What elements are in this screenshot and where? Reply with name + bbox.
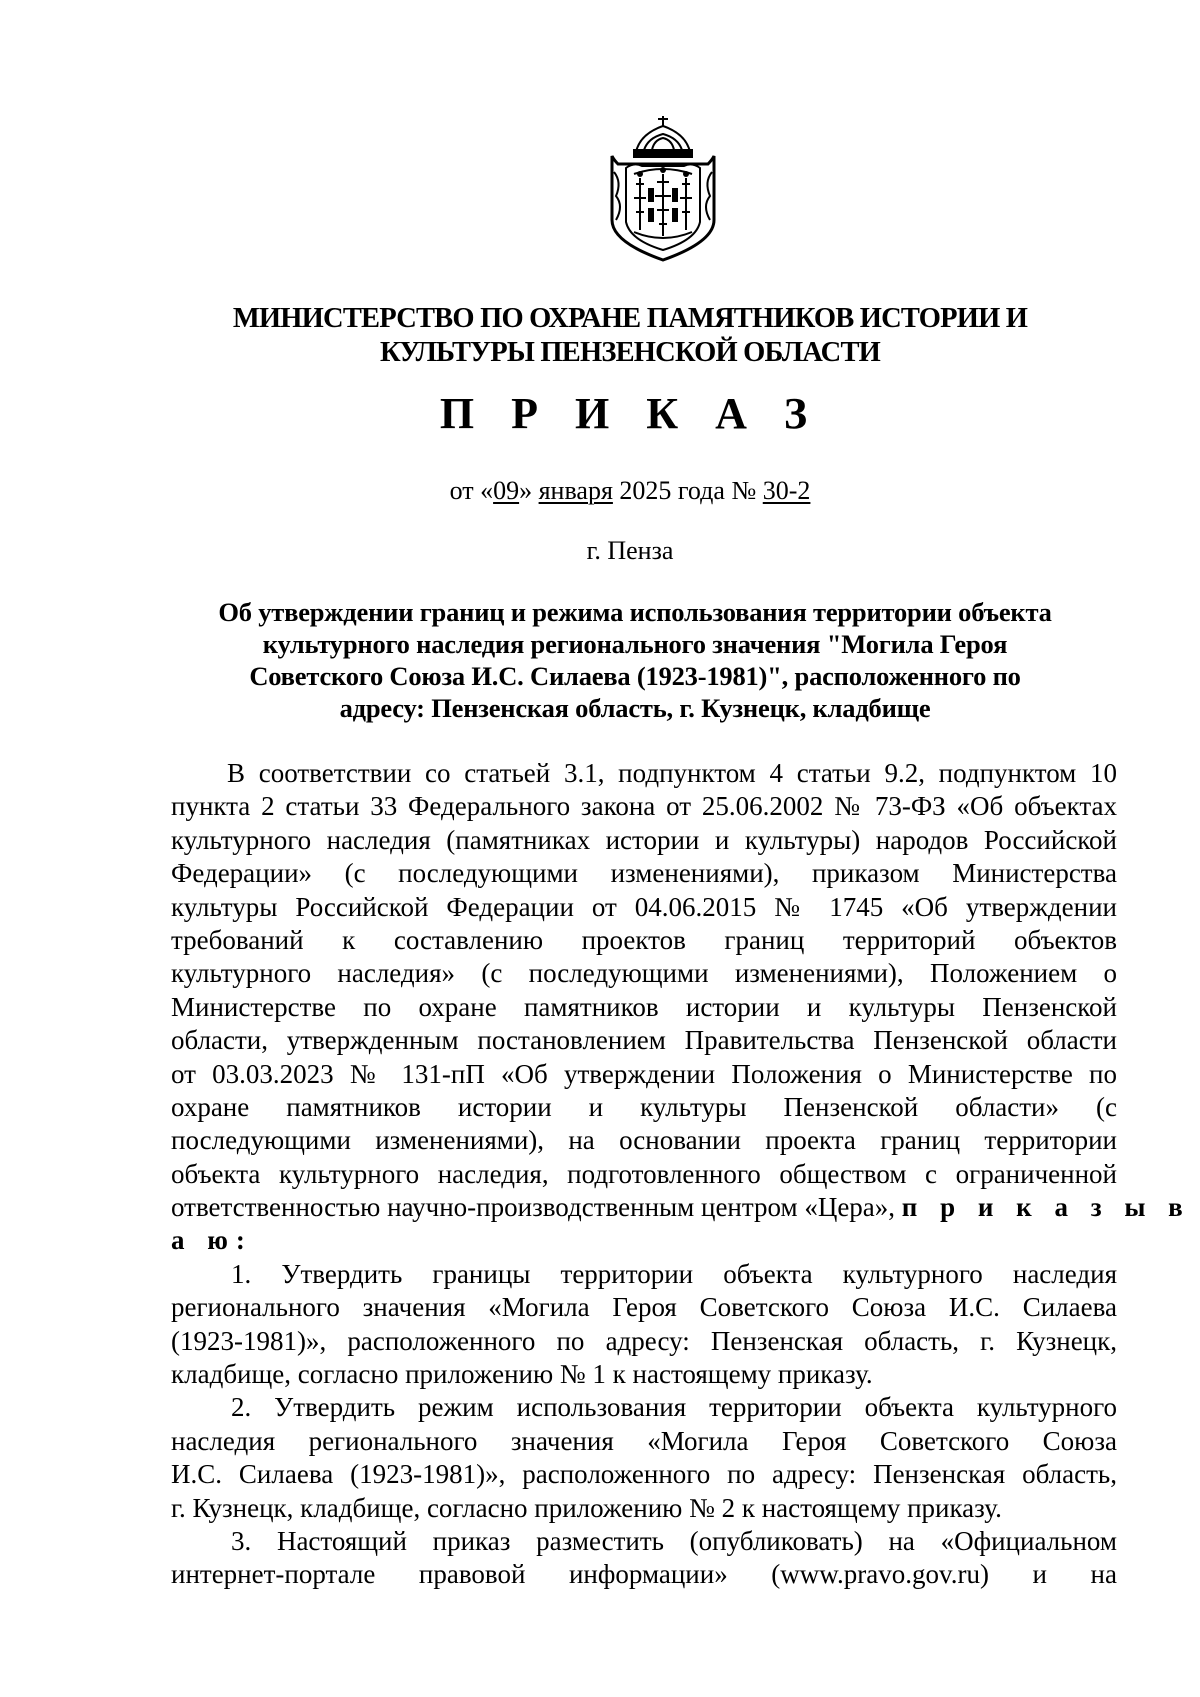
subject-line: Об утверждении границ и режима использования территории объекта (218, 597, 1052, 627)
text-line: И.С. Силаева (1923-1981)», расположенного по адресу: Пензенская область, (171, 1459, 1117, 1490)
order-item-3 (171, 1525, 1117, 1592)
date-separator: » (519, 476, 539, 505)
date-year-text: 2025 года № (612, 476, 763, 505)
order-item-1 (171, 1258, 1117, 1392)
text-line (171, 1191, 1191, 1224)
text-line: наследия регионального значения «Могила Героя Советского Союза (171, 1425, 1117, 1456)
text-line: (1923-1981)», расположенного по адресу: Пензенская область, г. Кузнецк, (171, 1325, 1117, 1356)
text-line: пункта 2 статьи 33 Федерального закона от 25.06.2002 № 73-ФЗ «Об объектах (171, 791, 1117, 822)
text-line: 2. Утвердить режим использования территории объекта культурного (231, 1392, 1117, 1423)
text-line (171, 1224, 1117, 1257)
order-number: 30-2 (762, 476, 811, 505)
text-line: культуры Российской Федерации от 04.06.2015 № 1745 «Об утверждении (171, 891, 1117, 922)
ministry-name-line: КУЛЬТУРЫ ПЕНЗЕНСКОЙ ОБЛАСТИ (379, 337, 881, 368)
order-title: П Р И К А З (439, 389, 821, 438)
text-line: последующими изменениями), на основании проекта границ территории (171, 1125, 1117, 1156)
text-line: охране памятников истории и культуры Пензенской области» (с (171, 1091, 1117, 1122)
order-body (171, 757, 1191, 1592)
date-prefix: от « (449, 476, 494, 505)
text-line: 1. Утвердить границы территории объекта культурного наследия (231, 1258, 1117, 1289)
preamble-tail: ответственностью научно-производственным центром «Цера», (171, 1192, 896, 1223)
order-item-2 (171, 1391, 1117, 1525)
text-line: культурного наследия (памятниках истории и культуры) народов Российской (171, 824, 1117, 855)
ministry-name-line: МИНИСТЕРСТВО ПО ОХРАНЕ ПАМЯТНИКОВ ИСТОРИИ И (232, 303, 1028, 334)
text-line: кладбище, согласно приложению № 1 к настоящему приказу. (171, 1359, 873, 1390)
subject-line: адресу: Пензенская область, г. Кузнецк, кладбище (339, 693, 931, 723)
text-line: г. Кузнецк, кладбище, согласно приложению № 2 к настоящему приказу. (171, 1492, 1002, 1523)
text-line: интернет-портале правовой информации» (www.pravo.gov.ru) и на (171, 1559, 1117, 1590)
order-month: января (538, 476, 613, 505)
text-line: Федерации» (с последующими изменениями), приказом Министерства (171, 858, 1117, 889)
text-line: В соответствии со статьей 3.1, подпунктом 4 статьи 9.2, подпунктом 10 (227, 758, 1117, 788)
preamble-paragraph (171, 757, 1191, 1258)
text-line: культурного наследия» (с последующими изменениями), Положением о (171, 958, 1117, 989)
order-date-line (150, 475, 1110, 507)
text-line: области, утвержденным постановлением Правительства Пензенской области (171, 1025, 1117, 1056)
text-line: Министерстве по охране памятников истории и культуры Пензенской (171, 991, 1117, 1022)
text-line: объекта культурного наследия, подготовленного обществом с ограниченной (171, 1158, 1117, 1189)
orders-word: п р и к а з ы в (901, 1192, 1191, 1223)
subject-line: культурного наследия регионального значения "Могила Героя (262, 629, 1008, 659)
ministry-name (150, 302, 1110, 370)
text-line: регионального значения «Могила Героя Советского Союза И.С. Силаева (171, 1292, 1117, 1323)
text-line: 3. Настоящий приказ разместить (опубликовать) на «Официальном (231, 1525, 1117, 1556)
orders-word-end: а ю: (171, 1225, 253, 1256)
text-line: требований к составлению проектов границ территорий объектов (171, 924, 1117, 955)
order-subject (150, 596, 1120, 724)
coat-of-arms-icon (604, 112, 722, 264)
order-city: г. Пенза (586, 536, 674, 565)
subject-line: Советского Союза И.С. Силаева (1923-1981)", расположенного по (249, 661, 1021, 691)
order-day: 09 (493, 476, 520, 505)
text-line: от 03.03.2023 № 131-пП «Об утверждении Положения о Министерстве по (171, 1058, 1117, 1089)
